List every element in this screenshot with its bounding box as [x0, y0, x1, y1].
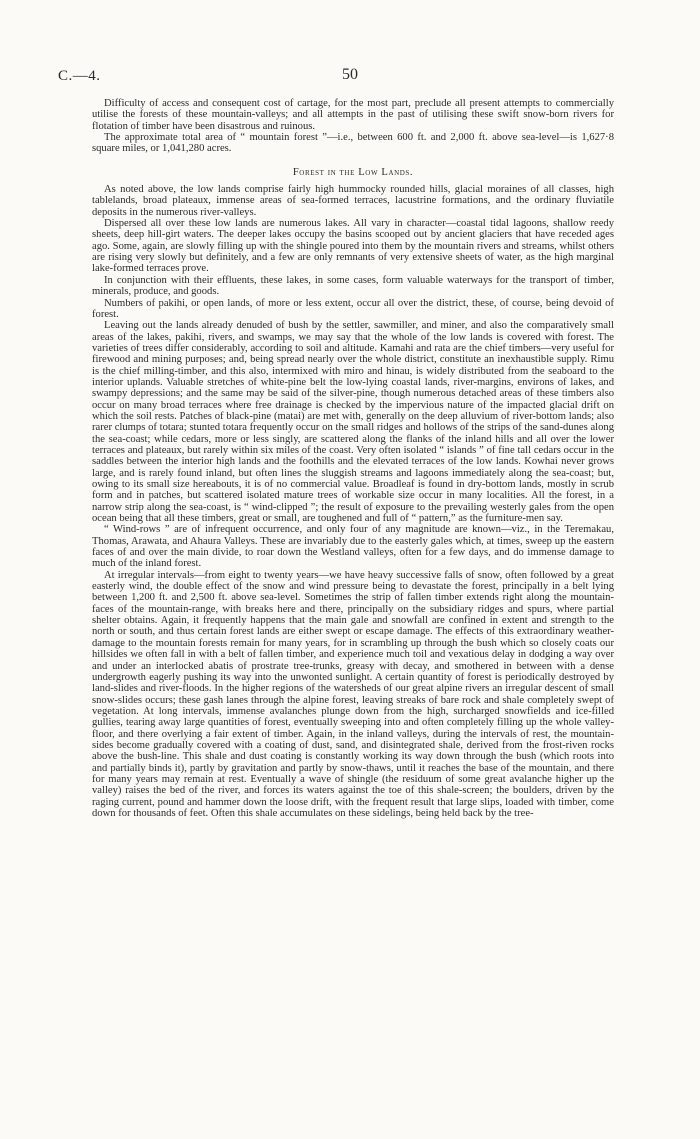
- paragraph: The approximate total area of “ mountain forest ”—i.e., between 600 ft. and 2,000 ft. above sea-level—is 1,627·8 square miles, or 1,041,280 acres.: [92, 132, 614, 155]
- page-number: 50: [342, 66, 358, 83]
- paragraph: As noted above, the low lands comprise fairly high hummocky rounded hills, glacial moraines of all classes, high tablelands, broad plateaux, immense areas of sea-formed terraces, lacustrine formations, and the ordinary fluviatile deposits in the numerous river-valleys.: [92, 184, 614, 218]
- paragraph: At irregular intervals—from eight to twenty years—we have heavy successive falls of snow, often followed by a great easterly wind, the double effect of the snow and wind pressure being to devastate the forest, principally in a belt lying between 1,200 ft. and 2,500 ft. above sea-level. Sometimes the strip of fallen timber extends right along the mountain-faces of the mountain-range, with breaks here and there, principally on the subsidiary ridges and spurs, where partial shelter obtains. Again, it frequently happens that the main gale and snowfall are confined in extent and strength to the north or south, and thus certain forest lands are either swept or escape damage. The effects of this extraordinary weather-damage to the mountain forests remain for many years, for in scrambling up through the bush which so closely coats our hillsides we often fall in with a belt of fallen timber, and experience much toil and vexatious delay in dodging a way over and under an interlocked abatis of prostrate tree-trunks, greasy with decay, and smothered in between with a dense undergrowth eagerly pushing its way into the unwonted sunlight. A certain quantity of forest is periodically destroyed by land-slides and river-floods. In the higher regions of the watersheds of our great alpine rivers an irregular descent of small snow-slides occurs; these gash lanes through the alpine forest, leaving streaks of bare rock and shale completely swept of vegetation. At long intervals, immense avalanches plunge down from the high, surcharged snowfields and ice-filled gullies, tearing away large quantities of forest, eventually sweeping into and often completely filling up the whole valley-floor, and there overlying a fair extent of timber. Again, in the inland valleys, during the intervals of rest, the mountain-sides become gradually covered with a coating of dust, sand, and disintegrated shale, derived from the frost-riven rocks above the bush-line. This shale and dust coating is constantly working its way down through the bush (which roots into and partially binds it), partly by gravitation and partly by snow-thaws, until it reaches the base of the mountain, and there for many years may remain at rest. Eventually a wave of shingle (the residuum of some great avalanche higher up the valley) raises the bed of the river, and forces its waters against the toe of this shale-screen; the boulders, driven by the raging current, pound and hammer down the loose drift, with the frequent result that large slips, loaded with timber, come down for thousands of feet. Often this shale accumulates on these sidelings, being held back by the tree-: [92, 569, 614, 819]
- section-heading-text: Forest in the Low Lands.: [292, 166, 414, 178]
- paragraph: In conjunction with their effluents, these lakes, in some cases, form valuable waterways for the transport of timber, minerals, produce, and goods.: [92, 274, 614, 298]
- section-heading: [92, 167, 614, 178]
- paragraph: Numbers of pakihi, or open lands, of more or less extent, occur all over the district, these, of course, being devoid of forest.: [92, 297, 614, 320]
- page-body: [92, 98, 614, 819]
- paragraph: Dispersed all over these low lands are numerous lakes. All vary in character—coastal tidal lagoons, shallow reedy sheets, deep hill-girt waters. The deeper lakes occupy the basins scooped out by ancient glaciers that have receded ages ago. Some, again, are slowly filling up with the shingle poured into them by the mountain rivers and streams, whilst others are rising very slowly but definitely, and a few are only remnants of very extensive sheets of water, as the high marginal lake-formed terraces prove.: [92, 218, 614, 275]
- document-reference: C.—4.: [58, 68, 101, 84]
- paragraph: Difficulty of access and consequent cost of cartage, for the most part, preclude all present attempts to commercially utilise the forests of these mountain-valleys; and all attempts in the past of utilising these swift snow-born rivers for flotation of timber have been disastrous and ruinous.: [92, 98, 614, 132]
- paragraph: “ Wind-rows ” are of infrequent occurrence, and only four of any magnitude are known—viz., in the Teremakau, Thomas, Arawata, and Ahaura Valleys. These are invariably due to the easterly gales which, at times, sweep up the eastern faces of and over the main divide, to roar down the Westland valleys, often for a few days, and do immense damage to much of the inland forest.: [92, 524, 614, 570]
- paragraph: Leaving out the lands already denuded of bush by the settler, sawmiller, and miner, and also the comparatively small areas of the lakes, pakihi, rivers, and swamps, we may say that the whole of the low lands is covered with forest. The varieties of trees differ considerably, according to soil and altitude. Kamahi and rata are the chief timbers—very useful for firewood and mining purposes; and, being spread nearly over the whole district, constitute an inexhaustible supply. Rimu is the chief milling-timber, and this also, intermixed with miro and hinau, is widely distributed from the seaboard to the interior uplands. Valuable stretches of white-pine belt the low-lying coastal lands, river-margins, environs of lakes, and swampy depressions; and the same may be said of the silver-pine, though numerous detached areas of these timbers also occur on many broad terraces where free drainage is checked by the impervious nature of the impacted glacial drift on which the soil rests. Patches of black-pine (matai) are met with, generally on the deep alluvium of river-bottom lands; also rarer clumps of totara; stunted totara frequently occur on the small ridges and hollows of the strips of the sand-dunes along the sea-coast; while cedars, more or less singly, are scattered along the flanks of the inland hills and all over the lower terraces and plateaux, but rarely within six miles of the coast. Very often isolated “ islands ” of fine tall cedars occur in the saddles between the interior high lands and the foothills and the elevated terraces of the low lands. Kowhai never grows large, and is rarely found inland, but often lines the sluggish streams and lagoons immediately along the sea-coast; but, owing to its small size hereabouts, it is of no commercial value. Broadleaf is found in dry-bottom lands, mostly in scrub form and in patches, but scattered isolated mature trees of workable size occur in many localities. All the forest, in a narrow strip along the sea-coast, is “ wind-clipped ”; the result of exposure to the prevailing westerly gales from the open ocean being that all these timbers, great or small, are toughened and full of “ pattern,” as the furniture-men say.: [92, 320, 614, 525]
